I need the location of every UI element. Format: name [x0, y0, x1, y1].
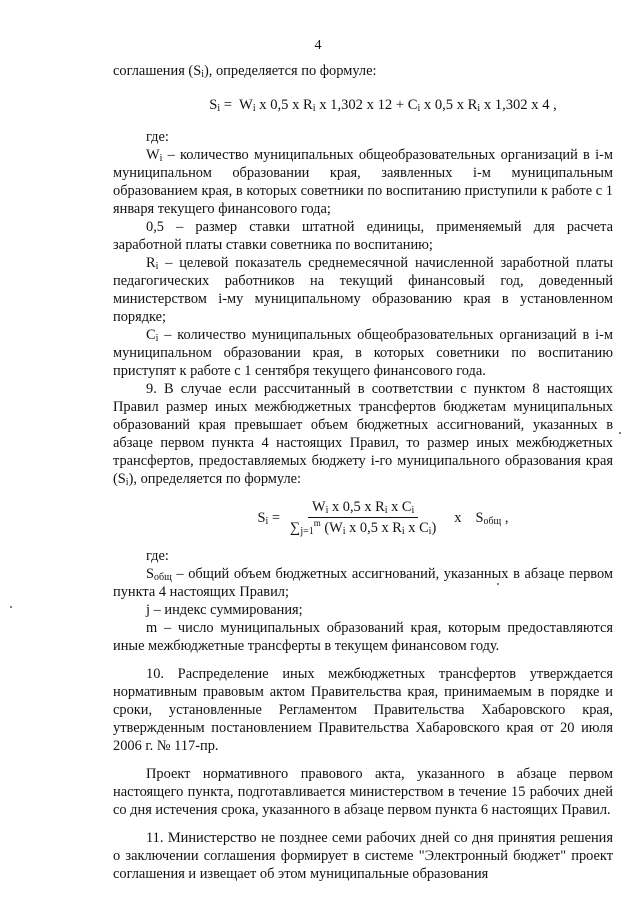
formula-si: $S_i = W_i$ x 0,5 x $R_i$ x 1,302 x $12 + C_i$ x 0,5 x $R_i$ x 1,302 x 4 , — [209, 97, 557, 114]
scan-speck — [10, 606, 12, 608]
def-half: 0,5 – размер ставки штатной единицы, применяемый для расчета заработной платы ставки советника по воспитанию; — [113, 219, 613, 253]
document-body — [113, 62, 613, 883]
def-s-total: $S_{общ}$ – общий объем бюджетных ассигнований, указанных в абзаце первом пункта 4 настоящих Правил; — [113, 566, 613, 600]
def-r: $R_i$ – целевой показатель среднемесячной начисленной заработной платы педагогических работников на текущий финансовый год, доведенный министерством i-му муниципальному образованию края в установленном порядке; — [113, 255, 613, 325]
def-j: j – индекс суммирования; — [146, 602, 303, 618]
def-c: $C_i$ – количество муниципальных общеобразовательных организаций в i-м муниципальном образовании края, в которых советники по воспитанию приступят к работе с 1 сентября текущего финансового года. — [113, 327, 613, 379]
paragraph-11: 11. Министерство не позднее семи рабочих дней со дня принятия решения о заключении соглашения формирует в системе "Электронный бюджет" проект соглашения и извещает об этом муниципальные образования — [113, 830, 613, 882]
scan-speck — [619, 432, 621, 434]
where-label-1: где: — [146, 129, 169, 145]
def-w: $W_i$ – количество муниципальных общеобразовательных организаций в i-м муниципальном образовании края, заявленных i-м муниципальным образованием края, в которых советники по воспитанию приступили к работе с 1 января текущего финансового года; — [113, 147, 613, 217]
page-number: 4 — [314, 38, 322, 53]
fraction-denominator: $\sum_{j=1}^m$ ($W_i$ x 0,5 x $R_i$ x $C_i$) — [290, 518, 437, 537]
scan-speck — [497, 583, 499, 585]
paragraph-10-b: Проект нормативного правового акта, указанного в абзаце первом настоящего пункта, подготавливается министерством в течение 15 рабочих дней со дня истечения срока, указанного в абзаце первом пункта 6 настоящих Правил. — [113, 766, 613, 818]
paragraph-10: 10. Распределение иных межбюджетных трансфертов утверждается нормативным правовым актом Правительства края, принимаемым в порядке и сроки, установленные Регламентом Правительства Хабаровского края, утвержденным постановлением Правительства Хабаровского края от 20 июля 2006 г. № 117-пр. — [113, 666, 613, 754]
paragraph-9: 9. В случае если рассчитанный в соответствии с пунктом 8 настоящих Правил размер иных межбюджетных трансфертов бюджетам муниципальных образований края превышает объем бюджетных ассигнований, указанных в абзаце первом пункта 4 настоящих Правил, то размер иных межбюджетных трансфертов, предоставляемых бюджету i-го муниципального образования края $(S_i)$, определяется по формуле: — [113, 381, 613, 488]
intro-line: соглашения $(S_i)$, определяется по формуле: — [113, 63, 377, 80]
def-m: m – число муниципальных образований края, которым предоставляются иные межбюджетные трансферты в текущем финансовом году. — [113, 620, 613, 654]
fraction — [286, 498, 440, 537]
fraction-numerator: $W_i$ x 0,5 x $R_i$ x $C_i$ — [308, 498, 418, 518]
formula-si-fraction: $S_i$ = $\frac{W_i x 0,5 x R_i x C_i}{\sum_{j=1}^m (W_i x 0,5 x R_i x C_i)}$ x $S_{общ}$ , — [257, 499, 509, 537]
where-label-2: где: — [146, 548, 169, 564]
